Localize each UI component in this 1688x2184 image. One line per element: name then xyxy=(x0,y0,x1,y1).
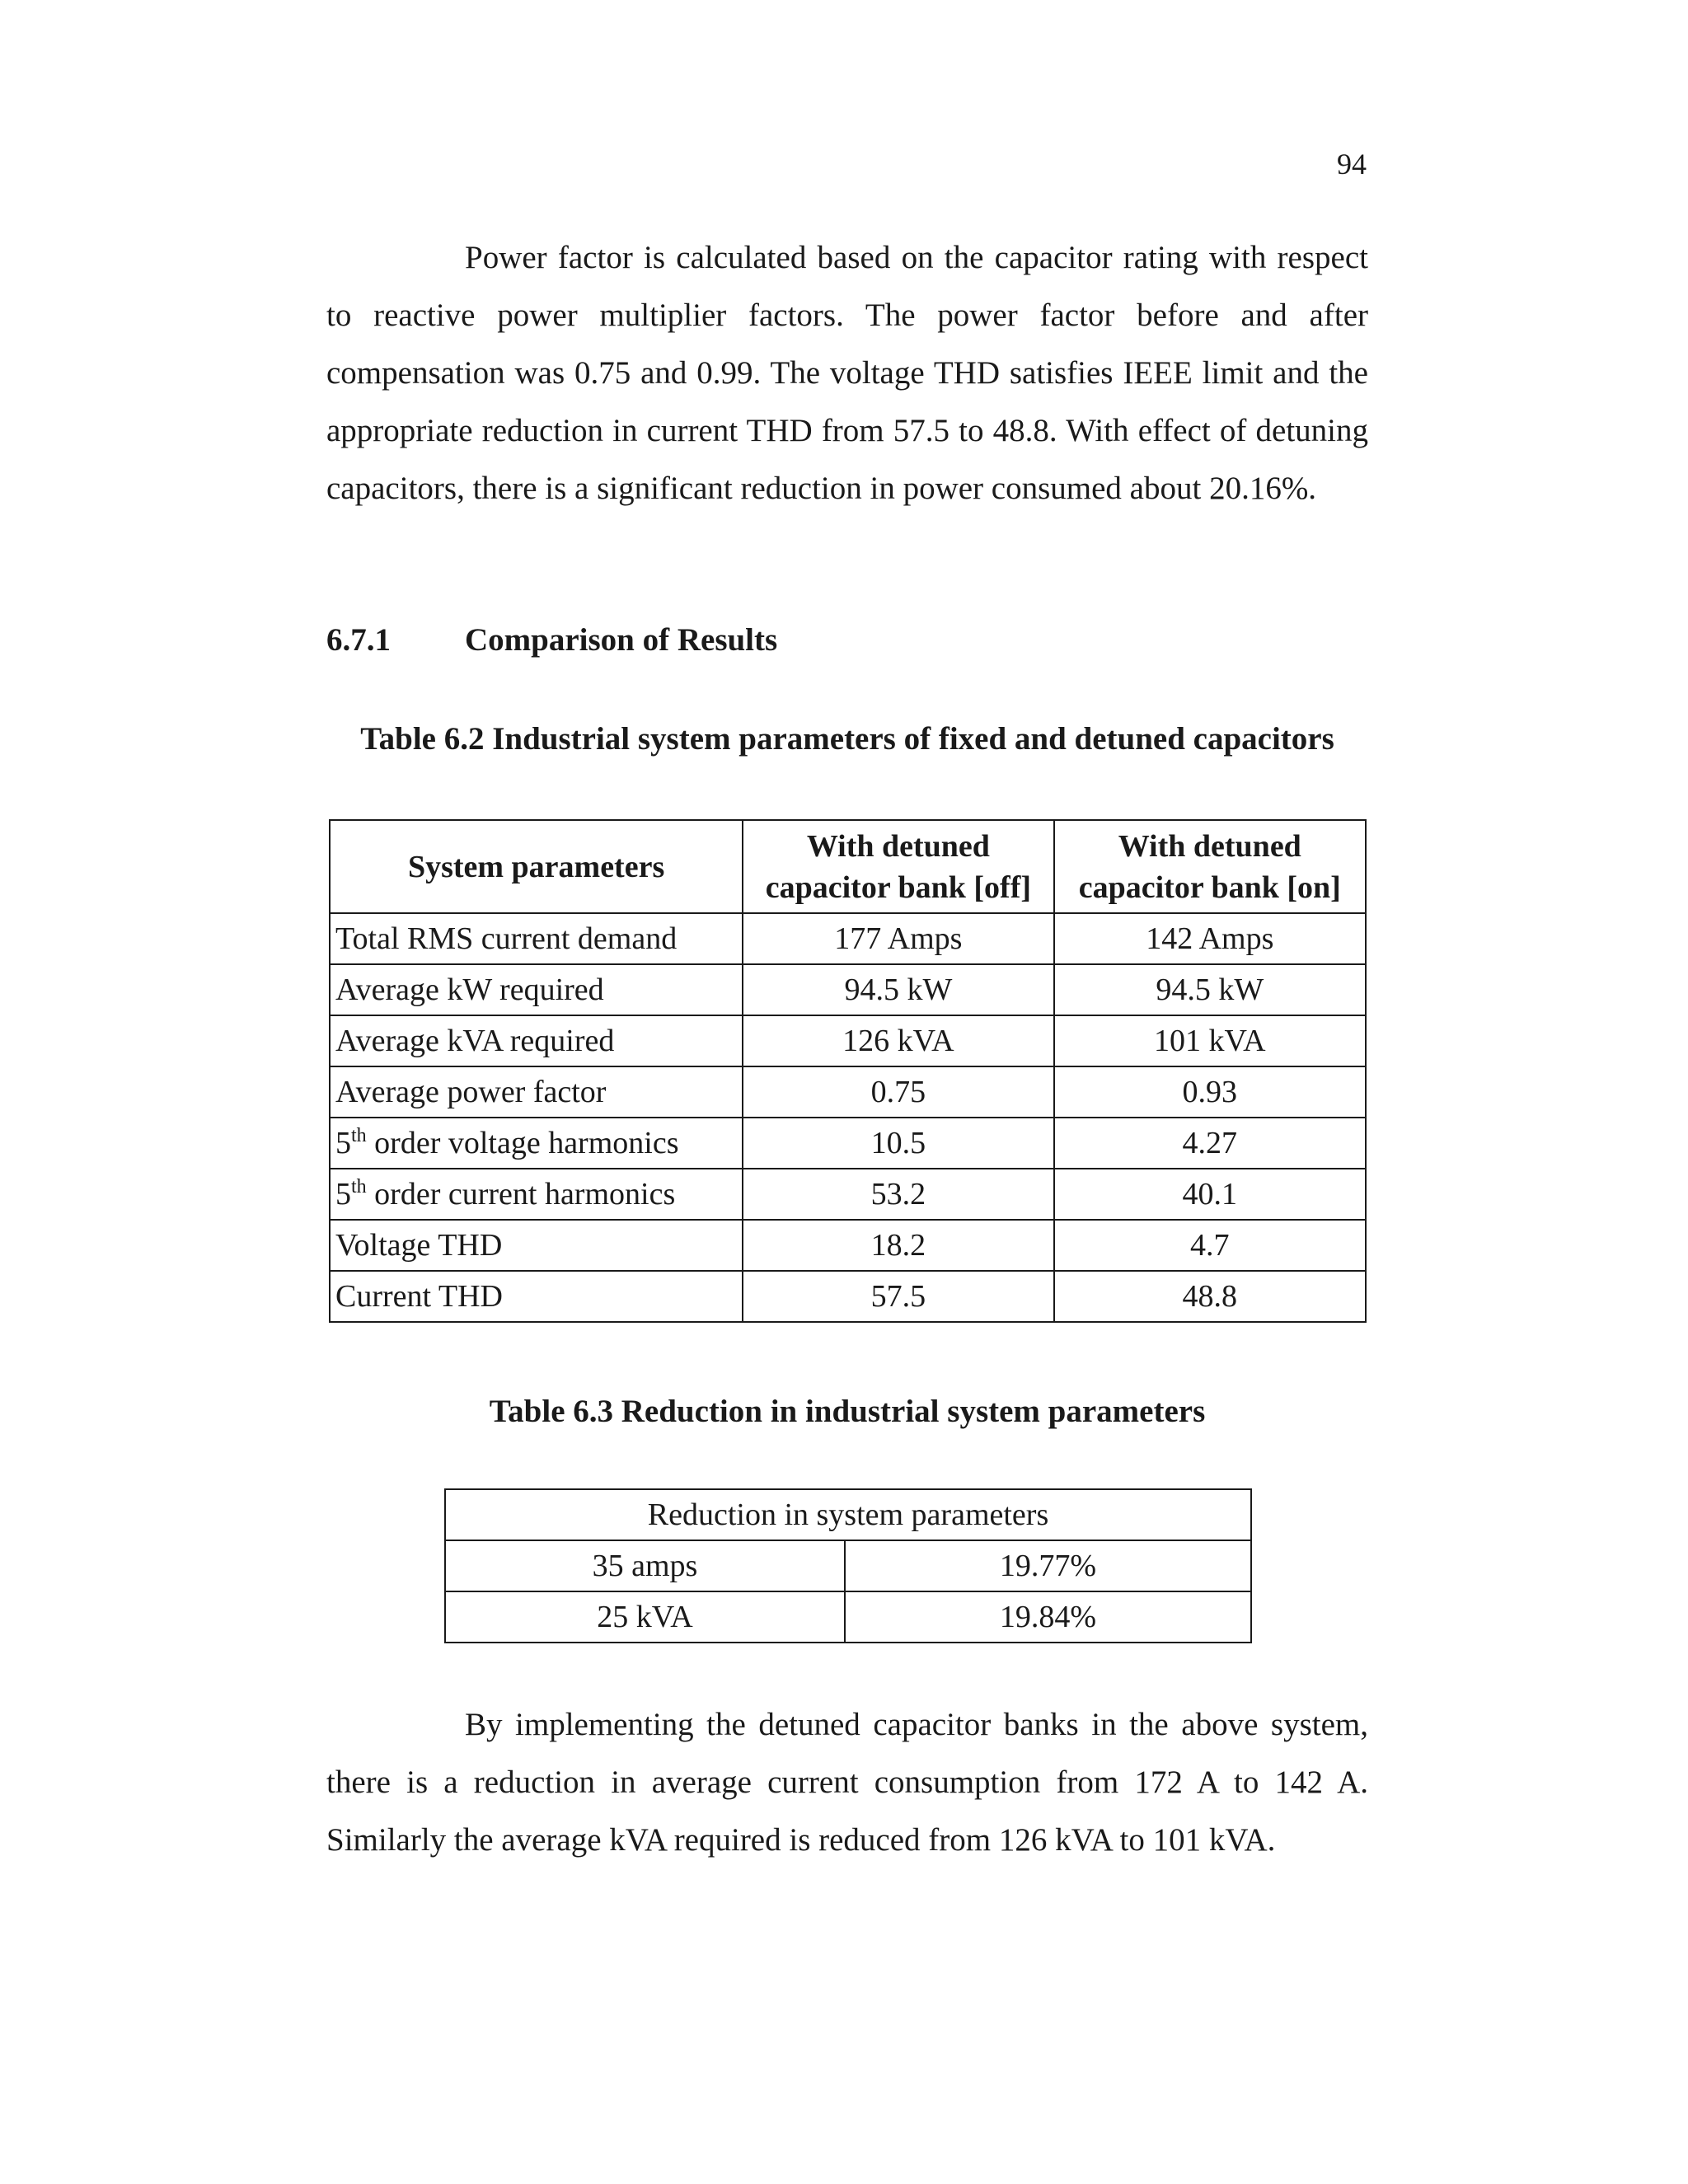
header-detuned-off: With detuned capacitor bank [off] xyxy=(743,820,1053,913)
value-off: 177 Amps xyxy=(743,913,1053,964)
table-row xyxy=(330,1220,1366,1271)
table-row xyxy=(330,1271,1366,1322)
param-name: Average power factor xyxy=(330,1066,743,1118)
value-off: 53.2 xyxy=(743,1169,1053,1220)
value-on: 94.5 kW xyxy=(1054,964,1366,1015)
value-off: 10.5 xyxy=(743,1118,1053,1169)
value-on: 0.93 xyxy=(1054,1066,1366,1118)
reduction-value: 25 kVA xyxy=(445,1591,845,1643)
param-name: 5th order voltage harmonics xyxy=(330,1118,743,1169)
param-name: 5th order current harmonics xyxy=(330,1169,743,1220)
value-off: 0.75 xyxy=(743,1066,1053,1118)
value-off: 94.5 kW xyxy=(743,964,1053,1015)
value-off: 57.5 xyxy=(743,1271,1053,1322)
table-header-row xyxy=(445,1489,1251,1540)
section-title: Comparison of Results xyxy=(465,622,778,658)
header-reduction: Reduction in system parameters xyxy=(445,1489,1251,1540)
reduction-percent: 19.77% xyxy=(845,1540,1251,1591)
body-paragraph-conclusion xyxy=(326,1696,1368,1869)
section-heading xyxy=(326,621,777,658)
table-row xyxy=(330,1066,1366,1118)
table-header-row xyxy=(330,820,1366,913)
value-on: 4.27 xyxy=(1054,1118,1366,1169)
table-row xyxy=(445,1591,1251,1643)
paragraph-text: By implementing the detuned capacitor banks in the above system, there is a reduction in average current consumption from 172 A to 142 A. Similarly the average kVA required is reduced from 126 kVA to 101 kVA. xyxy=(326,1707,1368,1858)
param-name: Current THD xyxy=(330,1271,743,1322)
value-on: 48.8 xyxy=(1054,1271,1366,1322)
page-number: 94 xyxy=(1337,148,1367,180)
value-on: 142 Amps xyxy=(1054,913,1366,964)
table-row xyxy=(330,1169,1366,1220)
reduction-table xyxy=(444,1488,1252,1643)
header-detuned-on: With detuned capacitor bank [on] xyxy=(1054,820,1366,913)
value-on: 101 kVA xyxy=(1054,1015,1366,1066)
table-6-3-caption: Table 6.3 Reduction in industrial system parameters xyxy=(489,1394,1206,1429)
table-row xyxy=(445,1540,1251,1591)
table-row xyxy=(330,1015,1366,1066)
system-parameters-table xyxy=(329,819,1367,1323)
section-number: 6.7.1 xyxy=(326,622,391,658)
param-name: Total RMS current demand xyxy=(330,913,743,964)
table-row xyxy=(330,1118,1366,1169)
body-paragraph-power-factor xyxy=(326,229,1368,518)
param-name: Average kW required xyxy=(330,964,743,1015)
param-name: Average kVA required xyxy=(330,1015,743,1066)
value-off: 18.2 xyxy=(743,1220,1053,1271)
value-off: 126 kVA xyxy=(743,1015,1053,1066)
header-system-parameters: System parameters xyxy=(330,820,743,913)
table-row xyxy=(330,913,1366,964)
param-name: Voltage THD xyxy=(330,1220,743,1271)
value-on: 40.1 xyxy=(1054,1169,1366,1220)
reduction-value: 35 amps xyxy=(445,1540,845,1591)
paragraph-text: Power factor is calculated based on the capacitor rating with respect to reactive power multiplier factors. The power factor before and after compensation was 0.75 and 0.99. The voltage THD satisfies IEEE limit and the appropriate reduction in current THD from 57.5 to 48.8. With effect of detuning capacitors, there is a significant reduction in power consumed about 20.16%. xyxy=(326,240,1368,506)
table-6-2-caption: Table 6.2 Industrial system parameters of fixed and detuned capacitors xyxy=(360,721,1334,757)
value-on: 4.7 xyxy=(1054,1220,1366,1271)
table-row xyxy=(330,964,1366,1015)
reduction-percent: 19.84% xyxy=(845,1591,1251,1643)
